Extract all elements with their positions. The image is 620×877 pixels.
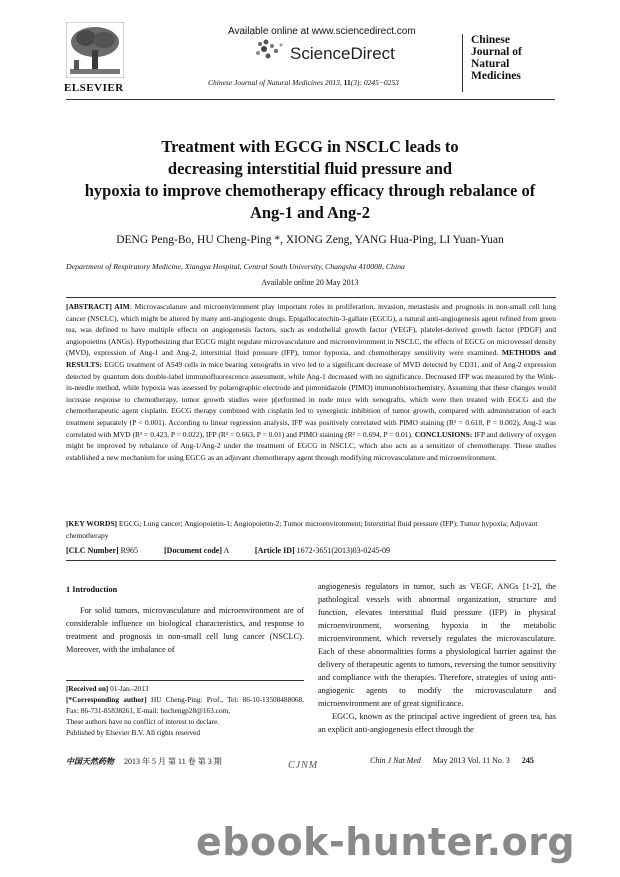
footer-right: Chin J Nat Med May 2013 Vol. 11 No. 3 245 [370,756,534,765]
paragraph: EGCG, known as the principal active ingredient of green tea, has an explicit anti-angiogenesis effect through the [318,712,556,734]
publisher-name: ELSEVIER [64,82,124,94]
body-right-column [318,580,556,736]
journal-title-line: Journal of [471,46,522,58]
classification-line: [CLC Number] R965 [Document code] A [Article ID] 1672-3651(2013)03-0245-09 [66,546,390,555]
abstract-text: [ABSTRACT] AIM: Microvasculature and microenvironment play important roles in proliferation, invasion, metastasis and prognosis in non-small cell lung cancer (NSCLC), which might be altered by many anti-angiogenic drugs. Epigallocatechin-3-gallate (EGCG), a natural anti-angiogenesis agent refined from green tea, was defined to have multiple effects on angiogenesis factors, such as endothelial growth factor (VEGF), platelet-derived growth factor (PDGF) and angiopoietins (ANGs). Hypothesizing that EGCG might regulate microvasculature and microenvironment in NSCLC, the effects of EGCG on microvessel density (MVD), expression of Ang-1 and Ang-2, interstitial fluid pressure (IFP), tumor hypoxia, and chemotherapy sensitivity were examined. METHODS and RESULTS: EGCG treatment of A549 cells in mice bearing xenografts in vivo led to a significant decrease of MVD detected by CD31, and of Ang-2 expression detected by quantum dots double-label immunofluorescence assessment, while Ang-1 decreased with no significance. Decreased IFP was measured by the Wink-in-needle method, while hypoxia was assessed by polarographic electrode and pimonidazole (PIMO) immunohistochemistry. Assuming that these changes would increase response to chemotherapy, tumor growth studies were p[erformed in nude mice with xenografts, which were then treated with EGCG and the chemotherapeutic agent cisplatin. EGCG therapy combined with cisplatin led to synergistic inhibition of tumor growth, compared with administration of each treatment separately (P < 0.001). According to linear regression analysis, IFP was positively correlated with PIMO staining (R² = 0.618, P = 0.002), Ang-2 was correlated with MVD (R² = 0.423, P = 0.022), IFP (R² = 0.663, P = 0.01) and PIMO staining (R² = 0.694, P = 0.01). CONCLUSIONS: IFP and delivery of oxygen might be improved by rebalance of Ang-1/Ang-2 under the treatment of EGCG in NSCLC, which also acts as a sensitizer of chemotherapy. These studies established a new mechanism for using EGCG as an adjuvant chemotherapy agent through modifying microvasculature and microenvironment. [66,302,557,462]
header-divider [66,99,555,100]
section-heading: 1 Introduction [66,585,118,594]
author-list: DENG Peng-Bo, HU Cheng-Ping *, XIONG Zeng, YANG Hua-Ping, LI Yuan-Yuan [116,234,504,246]
author-affiliation: Department of Respiratory Medicine, Xiangya Hospital, Central South University, Changsha 410008, China [66,262,405,271]
body-left-column [66,583,304,656]
abstract-aim-label: [ABSTRACT] AIM [66,302,130,311]
cjnm-logo: CJNM [288,760,319,771]
article-title: Treatment with EGCG in NSCLC leads to decreasing interstitial fluid pressure and hypoxia to improve chemotherapy efficacy through rebalance of Ang-1 and Ang-2 [84,137,536,222]
abstract-methods-label: METHODS and RESULTS: [66,348,557,369]
keywords: [KEY WORDS] EGCG; Lung cancer; Angiopoietin-1; Angiopoietin-2; Tumor microenvironment; Interstitial fluid pressure (IFP); Tumor hypoxia; Adjuvant chemotherapy [66,519,538,540]
journal-title-line: Chinese [471,34,510,46]
watermark-text: ebook-hunter.org [196,820,576,864]
available-online-link[interactable]: Available online at www.sciencedirect.com [228,26,416,37]
footer-left: 中国天然药物 2013 年 5 月 第 11 卷 第 3 期 [66,756,222,766]
journal-title-line: Natural [471,58,510,70]
journal-title-line: Medicines [471,70,521,82]
footnotes: [Received on] 01-Jan.-2013 [*Corresponding author] HU Cheng-Ping: Prof., Tel: 86-10-13508488068, Fax: 86-731-85838261, E-mail: huchengp28@163.com, These authors have no conflict of interest to declare. Published by Elsevier B.V. All rights reserved [66,684,304,737]
footnote-divider [66,680,304,681]
paragraph: For solid tumors, microvasculature and microenvironment are of considerable influence on biological characteristics, and response to treatment and prognosis in non-small cell lung cancer (NSCLC). Moreover, with the imbalance of [66,606,304,654]
page-number: 245 [521,756,534,765]
abstract-conclusions-label: CONCLUSIONS: [414,429,473,439]
journal-citation: Chinese Journal of Natural Medicines 2013, 11(3): 0245−0253 [208,78,399,87]
journal-title-box [462,34,554,92]
sciencedirect-brand: ScienceDirect [290,44,395,63]
elsevier-tree-logo [66,22,124,78]
paragraph: angiogenesis regulators in tumor, such as VEGF, ANGs [1-2], the pathological vessels with abnormal organization, structure and function, elevates interstitial fluid pressure (IFP) in physical microenvironment, worsening hypoxia in the metabolic microenvironment, which reversely regulates the microvasculature. Each of these abnormalities forms a physiological barrier against the delivery of therapeutic agents to tumors, reversing the tumor sensitivity and compliance with the therapies. Therefore, strategies of using anti-angiogenic agents to modify the microvasculature and microenvironment are of great significance. [318,582,556,708]
available-online-date: Available online 20 May 2013 [261,278,359,287]
